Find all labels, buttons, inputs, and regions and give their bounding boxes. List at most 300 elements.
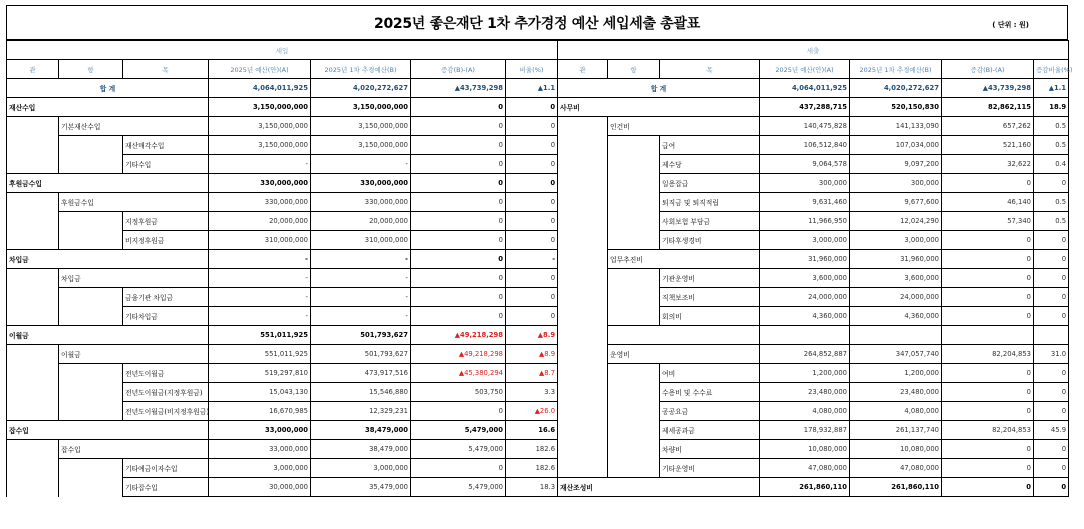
col-mok — [660, 136, 760, 155]
value-ratio: 45.9 — [1034, 421, 1069, 440]
value-b: 38,479,000 — [311, 440, 411, 459]
expense-table-row — [558, 269, 1069, 288]
income-table-row — [7, 326, 558, 345]
value-a: 4,080,000 — [760, 402, 850, 421]
value-ratio: 0 — [506, 117, 558, 136]
value-b: - — [311, 288, 411, 307]
value-diff: 0 — [942, 269, 1034, 288]
row-label: 수용비 및 수수료 — [662, 389, 713, 397]
col-mok — [660, 402, 760, 421]
value-ratio: ▲8.7 — [506, 364, 558, 383]
row-label: 이월금 — [9, 332, 29, 340]
value-a: 15,043,130 — [209, 383, 311, 402]
col-mok — [123, 364, 209, 383]
col-gwan — [558, 155, 608, 174]
expense-header-cell: 항 — [608, 60, 660, 79]
col-hang — [59, 193, 209, 212]
value-a: 20,000,000 — [209, 212, 311, 231]
value-diff: 0 — [942, 440, 1034, 459]
value-ratio: 0 — [1034, 364, 1069, 383]
col-hang — [608, 193, 660, 212]
col-hang — [59, 478, 123, 497]
row-label: 회의비 — [662, 313, 682, 321]
expense-table-row — [558, 459, 1069, 478]
expense-header-cell: 2025년 1차 추경예산(B) — [850, 60, 942, 79]
value-diff: 82,204,853 — [942, 421, 1034, 440]
col-mok — [660, 231, 760, 250]
income-total-ratio: ▲1.1 — [506, 79, 558, 98]
value-ratio: 0 — [506, 155, 558, 174]
col-hang — [59, 307, 123, 326]
row-label: 잡수입 — [61, 446, 81, 454]
value-b: 4,080,000 — [850, 402, 942, 421]
value-diff: ▲49,218,298 — [411, 345, 506, 364]
value-a: 300,000 — [760, 174, 850, 193]
value-diff: 503,750 — [411, 383, 506, 402]
value-b: - — [311, 155, 411, 174]
value-a: 9,064,578 — [760, 155, 850, 174]
expense-total-diff: ▲43,739,298 — [942, 79, 1034, 98]
col-hang — [608, 440, 660, 459]
col-gwan — [558, 212, 608, 231]
value-diff: 0 — [942, 288, 1034, 307]
col-gwan — [558, 364, 608, 383]
income-table-row — [7, 174, 558, 193]
col-mok — [660, 440, 760, 459]
value-ratio: - — [506, 250, 558, 269]
expense-table-row — [558, 117, 1069, 136]
expense-table — [557, 40, 1073, 497]
value-b: 10,080,000 — [850, 440, 942, 459]
value-ratio: 16.6 — [506, 421, 558, 440]
col-gwan — [558, 174, 608, 193]
value-diff: 0 — [411, 117, 506, 136]
col-hang — [608, 212, 660, 231]
income-header-row — [7, 60, 558, 79]
value-b: 330,000,000 — [311, 174, 411, 193]
value-ratio: 0 — [1034, 269, 1069, 288]
income-table-row — [7, 440, 558, 459]
col-gwan — [558, 193, 608, 212]
value-ratio: 182.6 — [506, 459, 558, 478]
value-diff — [942, 326, 1034, 345]
income-table — [6, 40, 558, 497]
value-b: 12,024,290 — [850, 212, 942, 231]
value-b: 261,860,110 — [850, 478, 942, 497]
col-gwan — [7, 117, 59, 136]
col-gwan — [7, 288, 59, 307]
value-a: 106,512,840 — [760, 136, 850, 155]
row-label: 사회보험 부담금 — [662, 218, 711, 226]
value-diff: 0 — [411, 174, 506, 193]
col-gwan — [7, 136, 59, 155]
row-label: 차입금 — [61, 275, 81, 283]
col-hang — [608, 326, 760, 345]
value-diff: 0 — [942, 250, 1034, 269]
value-a: 178,932,887 — [760, 421, 850, 440]
col-mok — [660, 383, 760, 402]
expense-header-row — [558, 60, 1069, 79]
col-gwan — [558, 117, 608, 136]
value-ratio: 0 — [1034, 174, 1069, 193]
value-a: - — [209, 288, 311, 307]
row-label: 재산매각수입 — [125, 142, 165, 150]
value-diff: ▲49,218,298 — [411, 326, 506, 345]
expense-header-cell: 목 — [660, 60, 760, 79]
value-a: 519,297,810 — [209, 364, 311, 383]
value-ratio: 18.9 — [1034, 98, 1069, 117]
income-total-a: 4,064,011,925 — [209, 79, 311, 98]
value-b: 107,034,000 — [850, 136, 942, 155]
value-diff: 57,340 — [942, 212, 1034, 231]
expense-table-row — [558, 364, 1069, 383]
col-gwan — [558, 440, 608, 459]
income-table-row — [7, 364, 558, 383]
col-gwan — [558, 307, 608, 326]
value-ratio: 0.5 — [1034, 117, 1069, 136]
col-mok — [123, 288, 209, 307]
row-label: 기타잡수입 — [125, 484, 158, 492]
value-ratio: 0 — [506, 174, 558, 193]
value-b: 310,000,000 — [311, 231, 411, 250]
value-diff: 0 — [411, 212, 506, 231]
value-ratio: 0 — [506, 288, 558, 307]
row-label: 기타차입금 — [125, 313, 158, 321]
col-gwan — [558, 269, 608, 288]
col-mok — [660, 459, 760, 478]
income-header-cell: 목 — [123, 60, 209, 79]
col-mok — [123, 136, 209, 155]
expense-table-row — [558, 421, 1069, 440]
col-mok — [123, 307, 209, 326]
row-label: 이월금 — [61, 351, 81, 359]
value-diff: 0 — [411, 288, 506, 307]
value-a: 33,000,000 — [209, 421, 311, 440]
value-ratio: 0.4 — [1034, 155, 1069, 174]
row-label: 차량비 — [662, 446, 682, 454]
col-hang — [59, 345, 209, 364]
col-gwan — [7, 421, 209, 440]
col-gwan — [7, 345, 59, 364]
value-b: 141,133,090 — [850, 117, 942, 136]
value-ratio: ▲8.9 — [506, 326, 558, 345]
col-hang — [59, 231, 123, 250]
value-a: 30,000,000 — [209, 478, 311, 497]
col-gwan — [7, 364, 59, 383]
value-b: - — [311, 250, 411, 269]
value-b: 1,200,000 — [850, 364, 942, 383]
row-label: 공공요금 — [662, 408, 689, 416]
value-ratio: 0 — [506, 307, 558, 326]
expense-table-row — [558, 345, 1069, 364]
expense-section-row — [558, 41, 1069, 60]
value-a: 24,000,000 — [760, 288, 850, 307]
col-gwan — [7, 155, 59, 174]
col-gwan — [7, 269, 59, 288]
value-ratio: 0 — [1034, 231, 1069, 250]
col-hang — [59, 269, 209, 288]
row-label: 잡수입 — [9, 427, 29, 435]
page-title: 2025년 좋은재단 1차 추가경정 예산 세입세출 총괄표 — [374, 16, 700, 32]
expense-total-ratio: ▲1.1 — [1034, 79, 1069, 98]
value-a: - — [209, 250, 311, 269]
row-label: 전년도이월금(비지정후원금) — [125, 408, 210, 416]
value-a: 4,360,000 — [760, 307, 850, 326]
value-diff: 0 — [942, 364, 1034, 383]
expense-total-label: 합 계 — [558, 79, 760, 98]
value-diff: 521,160 — [942, 136, 1034, 155]
expense-table-row — [558, 326, 1069, 345]
value-diff: 0 — [411, 269, 506, 288]
expense-table-row — [558, 288, 1069, 307]
col-mok — [660, 307, 760, 326]
value-diff: 0 — [411, 193, 506, 212]
income-table-row — [7, 307, 558, 326]
income-header-cell: 관 — [7, 60, 59, 79]
value-b: 31,960,000 — [850, 250, 942, 269]
col-hang — [59, 383, 123, 402]
value-b: 38,479,000 — [311, 421, 411, 440]
col-gwan — [7, 478, 59, 497]
expense-header-cell: 관 — [558, 60, 608, 79]
row-label: 제세공과금 — [662, 427, 695, 435]
value-b: 9,097,200 — [850, 155, 942, 174]
col-gwan — [558, 231, 608, 250]
expense-table-row — [558, 155, 1069, 174]
row-label: 전년도이월금 — [125, 370, 165, 378]
col-gwan — [558, 326, 608, 345]
value-a: 9,631,460 — [760, 193, 850, 212]
expense-total-row — [558, 79, 1069, 98]
col-mok — [660, 193, 760, 212]
col-hang — [608, 421, 660, 440]
value-ratio: 0 — [1034, 288, 1069, 307]
col-mok — [123, 212, 209, 231]
value-ratio: 0 — [1034, 250, 1069, 269]
col-hang — [608, 136, 660, 155]
value-ratio: 0 — [506, 98, 558, 117]
income-table-row — [7, 212, 558, 231]
col-hang — [59, 402, 123, 421]
value-diff: 0 — [411, 98, 506, 117]
col-mok — [123, 383, 209, 402]
col-gwan — [7, 98, 209, 117]
value-diff: 5,479,000 — [411, 478, 506, 497]
value-b: 3,150,000,000 — [311, 98, 411, 117]
value-diff: 0 — [942, 307, 1034, 326]
income-header-cell: 비율(%) — [506, 60, 558, 79]
income-table-row — [7, 117, 558, 136]
value-b: 35,479,000 — [311, 478, 411, 497]
col-mok — [123, 459, 209, 478]
row-label: 기본재산수입 — [61, 123, 101, 131]
income-table-row — [7, 345, 558, 364]
income-table-row — [7, 421, 558, 440]
value-diff: 82,862,115 — [942, 98, 1034, 117]
col-gwan — [7, 402, 59, 421]
value-diff: 0 — [942, 459, 1034, 478]
col-hang — [59, 459, 123, 478]
value-ratio: 3.3 — [506, 383, 558, 402]
col-gwan — [558, 478, 760, 497]
value-b: 23,480,000 — [850, 383, 942, 402]
expense-table-row — [558, 307, 1069, 326]
col-mok — [660, 212, 760, 231]
value-a: - — [209, 307, 311, 326]
col-gwan — [558, 402, 608, 421]
row-label: 직책보조비 — [662, 294, 695, 302]
income-header-cell: 2025년 예산(안)(A) — [209, 60, 311, 79]
value-a: 140,475,828 — [760, 117, 850, 136]
col-gwan — [558, 98, 760, 117]
value-diff: 0 — [942, 231, 1034, 250]
value-b: 3,000,000 — [850, 231, 942, 250]
col-hang — [608, 174, 660, 193]
row-label: 여비 — [662, 370, 676, 378]
value-diff: 32,622 — [942, 155, 1034, 174]
value-diff: 0 — [942, 383, 1034, 402]
expense-header-cell: 증감비율(%) — [1034, 60, 1069, 79]
col-gwan — [7, 383, 59, 402]
income-table-row — [7, 193, 558, 212]
income-header-cell: 항 — [59, 60, 123, 79]
col-gwan — [558, 345, 608, 364]
row-label: 제수당 — [662, 161, 682, 169]
value-diff: 5,479,000 — [411, 421, 506, 440]
unit-label: ( 단위 : 원) — [992, 21, 1029, 29]
col-hang — [608, 117, 760, 136]
value-ratio: 0.5 — [1034, 212, 1069, 231]
row-label: 후원금수입 — [9, 180, 42, 188]
income-total-b: 4,020,272,627 — [311, 79, 411, 98]
value-a — [760, 326, 850, 345]
row-label: 급여 — [662, 142, 676, 150]
col-gwan — [558, 288, 608, 307]
col-gwan — [7, 326, 209, 345]
income-table-row — [7, 402, 558, 421]
value-b: 12,329,231 — [311, 402, 411, 421]
col-gwan — [558, 136, 608, 155]
row-label: 인건비 — [610, 123, 630, 131]
value-a: 330,000,000 — [209, 174, 311, 193]
value-a: 3,150,000,000 — [209, 136, 311, 155]
income-table-row — [7, 231, 558, 250]
value-b: 300,000 — [850, 174, 942, 193]
income-table-row — [7, 478, 558, 497]
value-ratio: 0 — [1034, 459, 1069, 478]
value-b: - — [311, 307, 411, 326]
col-hang — [608, 288, 660, 307]
value-ratio: 0.5 — [1034, 193, 1069, 212]
value-a: 551,011,925 — [209, 326, 311, 345]
value-a: - — [209, 155, 311, 174]
col-mok — [123, 155, 209, 174]
row-label: 운영비 — [610, 351, 630, 359]
income-header-cell: 증감(B)-(A) — [411, 60, 506, 79]
col-hang — [59, 155, 123, 174]
col-mok — [660, 174, 760, 193]
value-a: 264,852,887 — [760, 345, 850, 364]
value-a: 3,000,000 — [760, 231, 850, 250]
value-diff: 0 — [411, 231, 506, 250]
income-table-row — [7, 383, 558, 402]
col-gwan — [558, 383, 608, 402]
expense-header-cell: 2025년 예산(안)(A) — [760, 60, 850, 79]
value-b: - — [311, 269, 411, 288]
expense-table-row — [558, 193, 1069, 212]
col-hang — [608, 307, 660, 326]
col-hang — [608, 269, 660, 288]
row-label: 지정후원금 — [125, 218, 158, 226]
col-hang — [608, 383, 660, 402]
value-b: 15,546,880 — [311, 383, 411, 402]
value-diff: 82,204,853 — [942, 345, 1034, 364]
income-table-row — [7, 250, 558, 269]
income-table-row — [7, 98, 558, 117]
expense-table-row — [558, 478, 1069, 497]
col-mok — [123, 231, 209, 250]
col-mok — [660, 269, 760, 288]
value-a: 10,080,000 — [760, 440, 850, 459]
col-hang — [608, 459, 660, 478]
col-hang — [608, 364, 660, 383]
value-a: 47,080,000 — [760, 459, 850, 478]
row-label: 기타운영비 — [662, 465, 695, 473]
col-hang — [59, 136, 123, 155]
value-b: 3,150,000,000 — [311, 117, 411, 136]
col-hang — [59, 117, 209, 136]
col-hang — [608, 250, 760, 269]
value-b: 347,057,740 — [850, 345, 942, 364]
value-diff: 0 — [411, 402, 506, 421]
row-label: 전년도이월금(지정후원금) — [125, 389, 203, 397]
income-table-row — [7, 136, 558, 155]
col-mok — [123, 402, 209, 421]
expense-header-cell: 증감(B)-(A) — [942, 60, 1034, 79]
value-ratio: 18.3 — [506, 478, 558, 497]
value-b: 473,917,516 — [311, 364, 411, 383]
value-diff: 0 — [942, 402, 1034, 421]
income-total-diff: ▲43,739,298 — [411, 79, 506, 98]
col-gwan — [558, 459, 608, 478]
expense-table-row — [558, 212, 1069, 231]
expense-table-row — [558, 174, 1069, 193]
col-hang — [608, 155, 660, 174]
value-diff: 0 — [411, 250, 506, 269]
col-gwan — [7, 250, 209, 269]
value-b: 3,000,000 — [311, 459, 411, 478]
value-ratio: 0 — [1034, 478, 1069, 497]
value-b — [850, 326, 942, 345]
row-label: 사무비 — [560, 104, 580, 112]
value-a: 3,150,000,000 — [209, 117, 311, 136]
value-ratio: 0 — [1034, 307, 1069, 326]
expense-table-row — [558, 136, 1069, 155]
value-ratio: 31.0 — [1034, 345, 1069, 364]
value-b: 501,793,627 — [311, 326, 411, 345]
value-diff: 0 — [411, 307, 506, 326]
col-gwan — [7, 440, 59, 459]
value-ratio: 0 — [1034, 440, 1069, 459]
col-gwan — [7, 307, 59, 326]
value-b: 3,150,000,000 — [311, 136, 411, 155]
value-b: 330,000,000 — [311, 193, 411, 212]
value-b: 501,793,627 — [311, 345, 411, 364]
expense-table-row — [558, 402, 1069, 421]
value-b: 3,600,000 — [850, 269, 942, 288]
value-a: 3,600,000 — [760, 269, 850, 288]
col-hang — [59, 364, 123, 383]
